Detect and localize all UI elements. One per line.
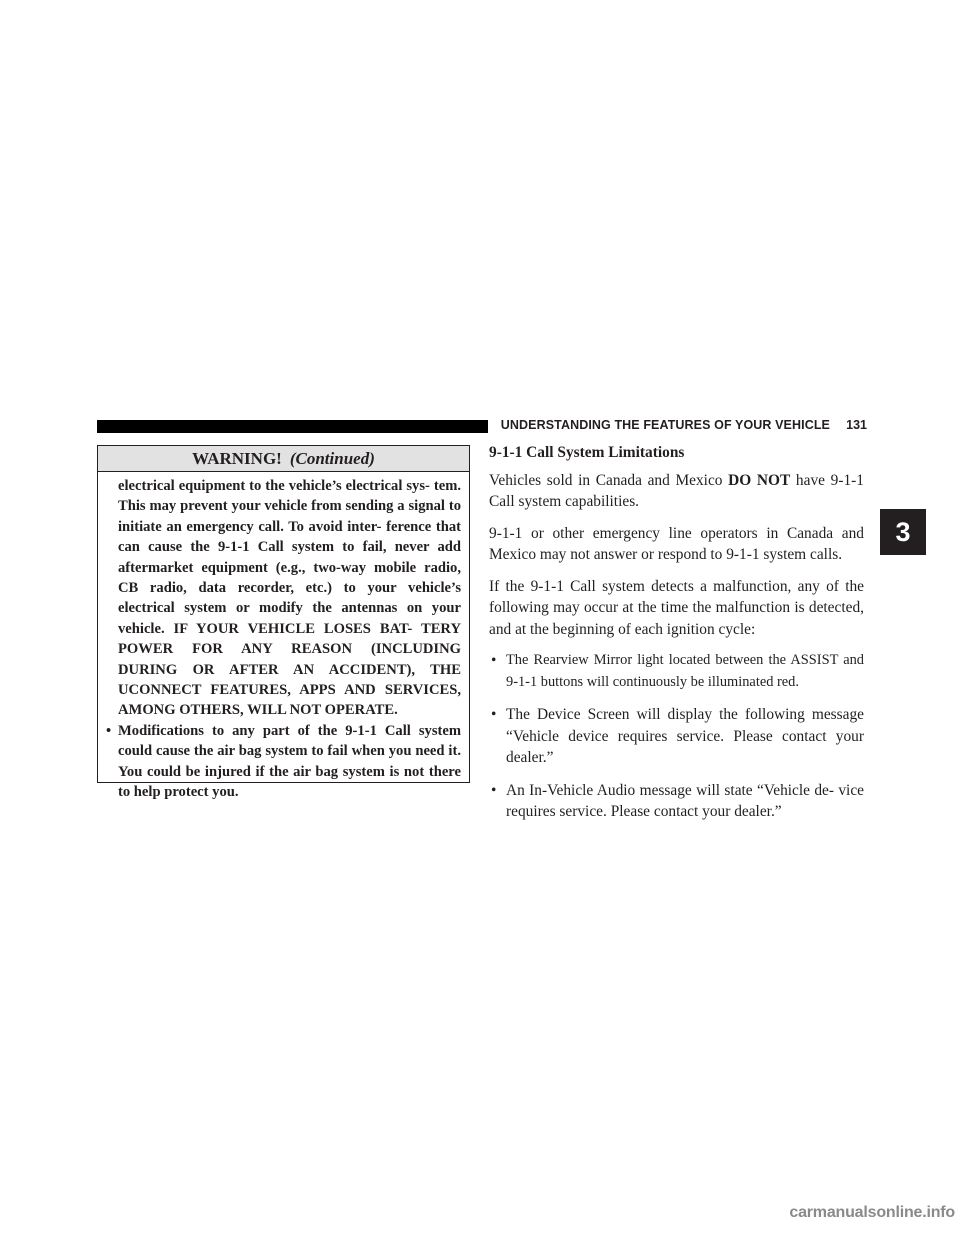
- list-item: [489, 780, 864, 823]
- page-number: 131: [846, 418, 867, 432]
- section-heading: 9-1-1 Call System Limitations: [489, 444, 685, 461]
- paragraph-operators: 9-1-1 or other emergency line operators in Canada and Mexico may not answer or respond to 9-1-1 system calls.: [489, 524, 864, 563]
- watermark-logo: carmanualsonline.info: [789, 1204, 955, 1221]
- para1-text-end: have 9-1-1 Call system capabilities.: [489, 471, 864, 510]
- header-rule: [97, 420, 488, 433]
- warning-bullet-text: Modifications to any part of the 9-1-1 Call system could cause the air bag system to fail when you need it. You could be injured if the air bag system is not there to help protect you.: [118, 722, 461, 801]
- warning-bullet: [106, 721, 461, 803]
- warning-continued: (Continued): [289, 449, 375, 468]
- bullet-dot: •: [491, 706, 497, 723]
- bullet-dot: •: [491, 652, 497, 669]
- list-item-text: The Device Screen will display the following message “Vehicle device requires service. Please contact your dealer.”: [506, 706, 864, 766]
- warning-body: [98, 472, 469, 803]
- paragraph-canada-mexico: [489, 470, 864, 513]
- running-header-title: UNDERSTANDING THE FEATURES OF YOUR VEHICLE: [500, 418, 830, 432]
- warning-paragraph: electrical equipment to the vehicle’s electrical sys- tem. This may prevent your vehicle from sending a signal to initiate an emergency call. To avoid inter- ference that can cause the 9-1-1 Call system to fail, never add aftermarket equipment (e.g., two-way mobile radio, CB radio, data recorder, etc.) to your vehicle’s electrical system or modify the antennas on your vehicle. IF YOUR VEHICLE LOSES BAT- TERY POWER FOR ANY REASON (INCLUDING DURING OR AFTER AN ACCIDENT), THE UCONNECT FEATURES, APPS AND SERVICES, AMONG OTHERS, WILL NOT OPERATE.: [118, 478, 461, 719]
- list-item-text: An In-Vehicle Audio message will state “Vehicle de- vice requires service. Please contact your dealer.”: [506, 781, 864, 820]
- para1-text: Vehicles sold in Canada and Mexico: [489, 471, 729, 489]
- para1-emphasis: DO NOT: [728, 471, 791, 489]
- warning-title: WARNING!: [192, 449, 282, 468]
- chapter-tab[interactable]: 3: [880, 509, 926, 555]
- warning-header: [98, 446, 469, 472]
- warning-box: [97, 445, 470, 801]
- list-item-text: The Rearview Mirror light located between the ASSIST and 9-1-1 buttons will continuously be illuminated red.: [506, 652, 864, 690]
- bullet-dot: •: [491, 781, 497, 799]
- paragraph-malfunction: If the 9-1-1 Call system detects a malfunction, any of the following may occur at the time the malfunction is detected, and at the beginning of each ignition cycle:: [489, 577, 864, 638]
- list-item: [489, 650, 864, 693]
- main-column: [489, 442, 864, 834]
- bullet-dot: •: [106, 722, 112, 739]
- list-item: [489, 704, 864, 769]
